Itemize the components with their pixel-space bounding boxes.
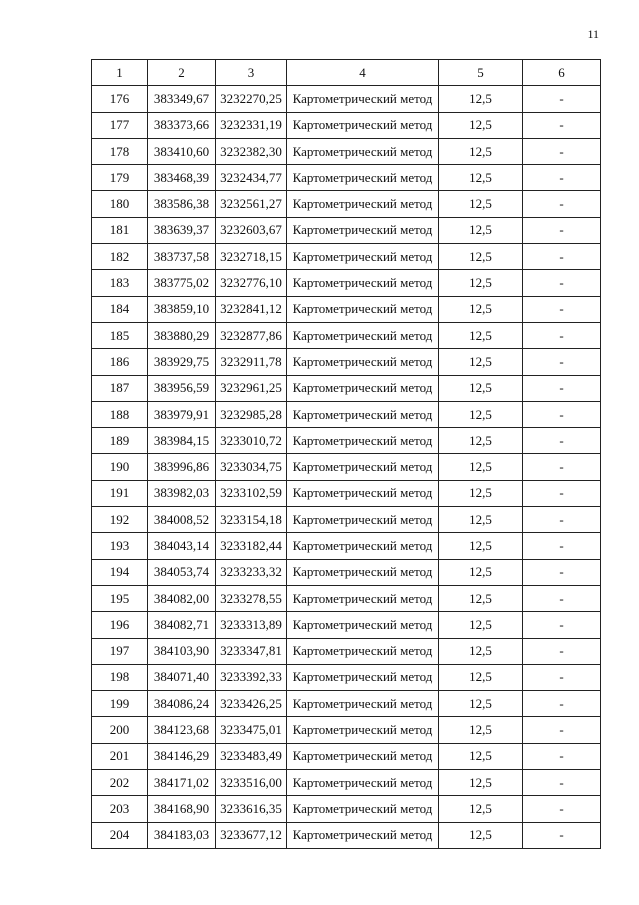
point-number-cell: 186 bbox=[92, 349, 148, 375]
method-cell: Картометрический метод bbox=[287, 612, 439, 638]
x-coordinate-cell: 384071,40 bbox=[148, 664, 216, 690]
method-cell: Картометрический метод bbox=[287, 717, 439, 743]
method-cell: Картометрический метод bbox=[287, 585, 439, 611]
point-number-cell: 187 bbox=[92, 375, 148, 401]
description-cell: - bbox=[523, 454, 601, 480]
point-number-cell: 199 bbox=[92, 691, 148, 717]
point-number-cell: 193 bbox=[92, 533, 148, 559]
description-cell: - bbox=[523, 796, 601, 822]
point-number-cell: 189 bbox=[92, 428, 148, 454]
y-coordinate-cell: 3233483,49 bbox=[216, 743, 287, 769]
description-cell: - bbox=[523, 822, 601, 848]
accuracy-cell: 12,5 bbox=[439, 165, 523, 191]
table-row bbox=[92, 138, 601, 164]
page-number: 11 bbox=[587, 27, 599, 41]
column-header: 3 bbox=[216, 60, 287, 86]
description-cell: - bbox=[523, 296, 601, 322]
y-coordinate-cell: 3232331,19 bbox=[216, 112, 287, 138]
x-coordinate-cell: 383775,02 bbox=[148, 270, 216, 296]
x-coordinate-cell: 383373,66 bbox=[148, 112, 216, 138]
method-cell: Картометрический метод bbox=[287, 165, 439, 191]
description-cell: - bbox=[523, 533, 601, 559]
y-coordinate-cell: 3232911,78 bbox=[216, 349, 287, 375]
x-coordinate-cell: 384043,14 bbox=[148, 533, 216, 559]
x-coordinate-cell: 384123,68 bbox=[148, 717, 216, 743]
table-row bbox=[92, 822, 601, 848]
y-coordinate-cell: 3232561,27 bbox=[216, 191, 287, 217]
point-number-cell: 188 bbox=[92, 401, 148, 427]
table-row bbox=[92, 480, 601, 506]
accuracy-cell: 12,5 bbox=[439, 822, 523, 848]
method-cell: Картометрический метод bbox=[287, 296, 439, 322]
table-row bbox=[92, 454, 601, 480]
point-number-cell: 196 bbox=[92, 612, 148, 638]
table-row bbox=[92, 244, 601, 270]
y-coordinate-cell: 3232841,12 bbox=[216, 296, 287, 322]
method-cell: Картометрический метод bbox=[287, 770, 439, 796]
description-cell: - bbox=[523, 585, 601, 611]
point-number-cell: 180 bbox=[92, 191, 148, 217]
method-cell: Картометрический метод bbox=[287, 401, 439, 427]
x-coordinate-cell: 383410,60 bbox=[148, 138, 216, 164]
y-coordinate-cell: 3233034,75 bbox=[216, 454, 287, 480]
description-cell: - bbox=[523, 244, 601, 270]
method-cell: Картометрический метод bbox=[287, 86, 439, 112]
method-cell: Картометрический метод bbox=[287, 796, 439, 822]
table-row bbox=[92, 86, 601, 112]
accuracy-cell: 12,5 bbox=[439, 743, 523, 769]
method-cell: Картометрический метод bbox=[287, 507, 439, 533]
point-number-cell: 195 bbox=[92, 585, 148, 611]
method-cell: Картометрический метод bbox=[287, 743, 439, 769]
coordinates-table bbox=[91, 59, 601, 849]
y-coordinate-cell: 3232985,28 bbox=[216, 401, 287, 427]
description-cell: - bbox=[523, 638, 601, 664]
point-number-cell: 202 bbox=[92, 770, 148, 796]
description-cell: - bbox=[523, 138, 601, 164]
accuracy-cell: 12,5 bbox=[439, 322, 523, 348]
method-cell: Картометрический метод bbox=[287, 112, 439, 138]
x-coordinate-cell: 383880,29 bbox=[148, 322, 216, 348]
description-cell: - bbox=[523, 559, 601, 585]
description-cell: - bbox=[523, 612, 601, 638]
accuracy-cell: 12,5 bbox=[439, 270, 523, 296]
accuracy-cell: 12,5 bbox=[439, 375, 523, 401]
y-coordinate-cell: 3232961,25 bbox=[216, 375, 287, 401]
accuracy-cell: 12,5 bbox=[439, 664, 523, 690]
x-coordinate-cell: 383984,15 bbox=[148, 428, 216, 454]
accuracy-cell: 12,5 bbox=[439, 770, 523, 796]
point-number-cell: 191 bbox=[92, 480, 148, 506]
table-row bbox=[92, 585, 601, 611]
table-body bbox=[92, 86, 601, 849]
table-row bbox=[92, 217, 601, 243]
accuracy-cell: 12,5 bbox=[439, 480, 523, 506]
method-cell: Картометрический метод bbox=[287, 244, 439, 270]
accuracy-cell: 12,5 bbox=[439, 585, 523, 611]
accuracy-cell: 12,5 bbox=[439, 112, 523, 138]
accuracy-cell: 12,5 bbox=[439, 638, 523, 664]
table-header-row bbox=[92, 60, 601, 86]
point-number-cell: 178 bbox=[92, 138, 148, 164]
description-cell: - bbox=[523, 375, 601, 401]
y-coordinate-cell: 3232434,77 bbox=[216, 165, 287, 191]
method-cell: Картометрический метод bbox=[287, 270, 439, 296]
x-coordinate-cell: 383859,10 bbox=[148, 296, 216, 322]
description-cell: - bbox=[523, 691, 601, 717]
y-coordinate-cell: 3233475,01 bbox=[216, 717, 287, 743]
y-coordinate-cell: 3233677,12 bbox=[216, 822, 287, 848]
description-cell: - bbox=[523, 743, 601, 769]
table-row bbox=[92, 638, 601, 664]
point-number-cell: 181 bbox=[92, 217, 148, 243]
method-cell: Картометрический метод bbox=[287, 691, 439, 717]
description-cell: - bbox=[523, 165, 601, 191]
point-number-cell: 190 bbox=[92, 454, 148, 480]
x-coordinate-cell: 383929,75 bbox=[148, 349, 216, 375]
description-cell: - bbox=[523, 217, 601, 243]
x-coordinate-cell: 384146,29 bbox=[148, 743, 216, 769]
table-row bbox=[92, 349, 601, 375]
y-coordinate-cell: 3232718,15 bbox=[216, 244, 287, 270]
accuracy-cell: 12,5 bbox=[439, 428, 523, 454]
column-header: 2 bbox=[148, 60, 216, 86]
accuracy-cell: 12,5 bbox=[439, 559, 523, 585]
description-cell: - bbox=[523, 322, 601, 348]
method-cell: Картометрический метод bbox=[287, 638, 439, 664]
x-coordinate-cell: 383982,03 bbox=[148, 480, 216, 506]
y-coordinate-cell: 3233102,59 bbox=[216, 480, 287, 506]
description-cell: - bbox=[523, 507, 601, 533]
x-coordinate-cell: 383956,59 bbox=[148, 375, 216, 401]
accuracy-cell: 12,5 bbox=[439, 691, 523, 717]
point-number-cell: 204 bbox=[92, 822, 148, 848]
y-coordinate-cell: 3232603,67 bbox=[216, 217, 287, 243]
y-coordinate-cell: 3233278,55 bbox=[216, 585, 287, 611]
table-row bbox=[92, 770, 601, 796]
point-number-cell: 192 bbox=[92, 507, 148, 533]
description-cell: - bbox=[523, 112, 601, 138]
point-number-cell: 184 bbox=[92, 296, 148, 322]
column-header: 5 bbox=[439, 60, 523, 86]
x-coordinate-cell: 383996,86 bbox=[148, 454, 216, 480]
table-row bbox=[92, 664, 601, 690]
accuracy-cell: 12,5 bbox=[439, 244, 523, 270]
table-row bbox=[92, 507, 601, 533]
y-coordinate-cell: 3233010,72 bbox=[216, 428, 287, 454]
method-cell: Картометрический метод bbox=[287, 375, 439, 401]
x-coordinate-cell: 384183,03 bbox=[148, 822, 216, 848]
method-cell: Картометрический метод bbox=[287, 191, 439, 217]
point-number-cell: 177 bbox=[92, 112, 148, 138]
table-row bbox=[92, 296, 601, 322]
description-cell: - bbox=[523, 270, 601, 296]
column-header: 4 bbox=[287, 60, 439, 86]
accuracy-cell: 12,5 bbox=[439, 401, 523, 427]
point-number-cell: 197 bbox=[92, 638, 148, 664]
method-cell: Картометрический метод bbox=[287, 138, 439, 164]
method-cell: Картометрический метод bbox=[287, 454, 439, 480]
method-cell: Картометрический метод bbox=[287, 822, 439, 848]
point-number-cell: 200 bbox=[92, 717, 148, 743]
method-cell: Картометрический метод bbox=[287, 349, 439, 375]
y-coordinate-cell: 3233516,00 bbox=[216, 770, 287, 796]
x-coordinate-cell: 384168,90 bbox=[148, 796, 216, 822]
y-coordinate-cell: 3232776,10 bbox=[216, 270, 287, 296]
accuracy-cell: 12,5 bbox=[439, 717, 523, 743]
accuracy-cell: 12,5 bbox=[439, 191, 523, 217]
table-row bbox=[92, 191, 601, 217]
accuracy-cell: 12,5 bbox=[439, 507, 523, 533]
description-cell: - bbox=[523, 401, 601, 427]
x-coordinate-cell: 383349,67 bbox=[148, 86, 216, 112]
description-cell: - bbox=[523, 86, 601, 112]
y-coordinate-cell: 3232877,86 bbox=[216, 322, 287, 348]
table-row bbox=[92, 743, 601, 769]
x-coordinate-cell: 384082,00 bbox=[148, 585, 216, 611]
table-row bbox=[92, 270, 601, 296]
table-row bbox=[92, 533, 601, 559]
column-header: 1 bbox=[92, 60, 148, 86]
method-cell: Картометрический метод bbox=[287, 428, 439, 454]
point-number-cell: 203 bbox=[92, 796, 148, 822]
method-cell: Картометрический метод bbox=[287, 217, 439, 243]
x-coordinate-cell: 383468,39 bbox=[148, 165, 216, 191]
point-number-cell: 201 bbox=[92, 743, 148, 769]
table-row bbox=[92, 428, 601, 454]
table-row bbox=[92, 612, 601, 638]
x-coordinate-cell: 384053,74 bbox=[148, 559, 216, 585]
table-row bbox=[92, 322, 601, 348]
table-row bbox=[92, 796, 601, 822]
point-number-cell: 179 bbox=[92, 165, 148, 191]
y-coordinate-cell: 3233347,81 bbox=[216, 638, 287, 664]
y-coordinate-cell: 3232382,30 bbox=[216, 138, 287, 164]
column-header: 6 bbox=[523, 60, 601, 86]
x-coordinate-cell: 383979,91 bbox=[148, 401, 216, 427]
description-cell: - bbox=[523, 428, 601, 454]
y-coordinate-cell: 3233426,25 bbox=[216, 691, 287, 717]
table-row bbox=[92, 717, 601, 743]
accuracy-cell: 12,5 bbox=[439, 612, 523, 638]
accuracy-cell: 12,5 bbox=[439, 349, 523, 375]
x-coordinate-cell: 384103,90 bbox=[148, 638, 216, 664]
x-coordinate-cell: 384171,02 bbox=[148, 770, 216, 796]
x-coordinate-cell: 384082,71 bbox=[148, 612, 216, 638]
y-coordinate-cell: 3233313,89 bbox=[216, 612, 287, 638]
method-cell: Картометрический метод bbox=[287, 322, 439, 348]
accuracy-cell: 12,5 bbox=[439, 296, 523, 322]
table-row bbox=[92, 691, 601, 717]
method-cell: Картометрический метод bbox=[287, 480, 439, 506]
point-number-cell: 194 bbox=[92, 559, 148, 585]
table-row bbox=[92, 165, 601, 191]
accuracy-cell: 12,5 bbox=[439, 217, 523, 243]
method-cell: Картометрический метод bbox=[287, 664, 439, 690]
accuracy-cell: 12,5 bbox=[439, 533, 523, 559]
description-cell: - bbox=[523, 349, 601, 375]
method-cell: Картометрический метод bbox=[287, 559, 439, 585]
point-number-cell: 183 bbox=[92, 270, 148, 296]
table-row bbox=[92, 112, 601, 138]
y-coordinate-cell: 3233233,32 bbox=[216, 559, 287, 585]
table-row bbox=[92, 401, 601, 427]
x-coordinate-cell: 384086,24 bbox=[148, 691, 216, 717]
accuracy-cell: 12,5 bbox=[439, 86, 523, 112]
description-cell: - bbox=[523, 717, 601, 743]
point-number-cell: 176 bbox=[92, 86, 148, 112]
point-number-cell: 182 bbox=[92, 244, 148, 270]
accuracy-cell: 12,5 bbox=[439, 796, 523, 822]
description-cell: - bbox=[523, 770, 601, 796]
description-cell: - bbox=[523, 664, 601, 690]
y-coordinate-cell: 3233154,18 bbox=[216, 507, 287, 533]
table-row bbox=[92, 559, 601, 585]
description-cell: - bbox=[523, 480, 601, 506]
y-coordinate-cell: 3232270,25 bbox=[216, 86, 287, 112]
accuracy-cell: 12,5 bbox=[439, 138, 523, 164]
x-coordinate-cell: 383586,38 bbox=[148, 191, 216, 217]
table-row bbox=[92, 375, 601, 401]
description-cell: - bbox=[523, 191, 601, 217]
x-coordinate-cell: 383737,58 bbox=[148, 244, 216, 270]
point-number-cell: 185 bbox=[92, 322, 148, 348]
x-coordinate-cell: 383639,37 bbox=[148, 217, 216, 243]
y-coordinate-cell: 3233616,35 bbox=[216, 796, 287, 822]
point-number-cell: 198 bbox=[92, 664, 148, 690]
y-coordinate-cell: 3233182,44 bbox=[216, 533, 287, 559]
x-coordinate-cell: 384008,52 bbox=[148, 507, 216, 533]
method-cell: Картометрический метод bbox=[287, 533, 439, 559]
y-coordinate-cell: 3233392,33 bbox=[216, 664, 287, 690]
accuracy-cell: 12,5 bbox=[439, 454, 523, 480]
